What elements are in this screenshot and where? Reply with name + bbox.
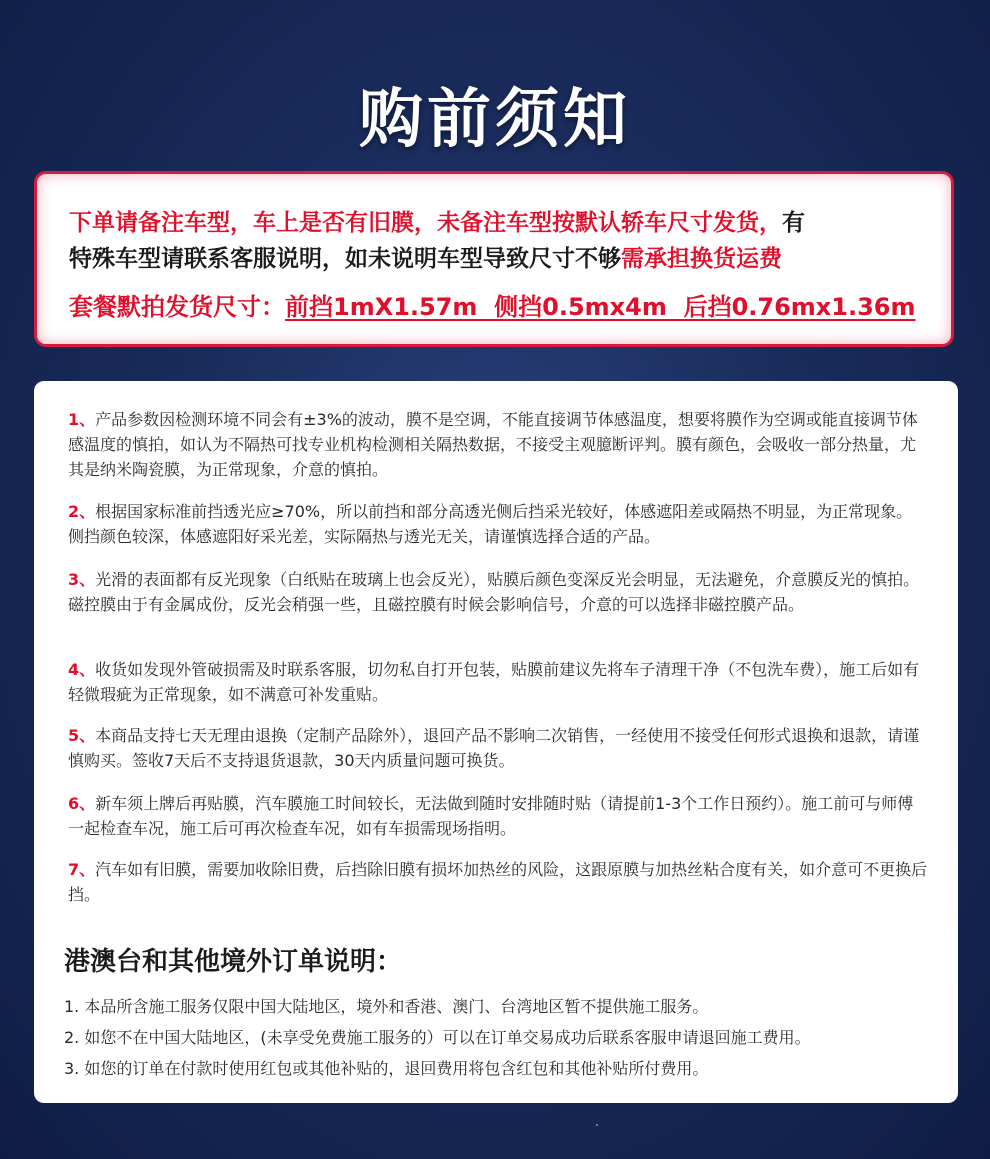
tip-number: 3、	[68, 570, 96, 589]
notice-line-2-dark: 特殊车型请联系客服说明，如未说明车型导致尺寸不够	[69, 246, 621, 272]
tip-number: 5、	[68, 726, 96, 745]
tip-text: 收货如发现外管破损需及时联系客服，切勿私自打开包装，贴膜前建议先将车子清理干净（不包洗车费），施工后如有轻微瑕疵为正常现象，如不满意可补发重贴。	[68, 660, 920, 704]
notice-line-3	[69, 287, 916, 322]
tip-item	[68, 791, 928, 841]
overseas-note: 1. 本品所含施工服务仅限中国大陆地区，境外和香港、澳门、台湾地区暂不提供施工服务。	[64, 997, 709, 1016]
tip-item	[68, 407, 928, 482]
notice-line-1-red: 下单请备注车型，车上是否有旧膜，未备注车型按默认轿车尺寸发货，	[69, 210, 782, 236]
tip-text: 根据国家标准前挡透光应≥70%，所以前挡和部分高透光侧后挡采光较好，体感遮阳差或隔热不明显，为正常现象。侧挡颜色较深，体感遮阳好采光差，实际隔热与透光无关，请谨慎选择合适的产品。	[68, 502, 913, 546]
package-size-value: 前挡1mX1.57m 侧挡0.5mx4m 后挡0.76mx1.36m	[285, 293, 916, 321]
tip-item	[68, 723, 928, 773]
notice-card	[34, 171, 954, 347]
notice-line-1	[69, 204, 805, 237]
overseas-note: 2. 如您不在中国大陆地区，(未享受免费施工服务的）可以在订单交易成功后联系客服申请退回施工费用。	[64, 1028, 811, 1047]
tip-number: 2、	[68, 502, 96, 521]
notice-line-2	[69, 240, 782, 273]
tip-text: 汽车如有旧膜，需要加收除旧费，后挡除旧膜有损坏加热丝的风险，这跟原膜与加热丝粘合度有关，如介意可不更换后挡。	[68, 860, 928, 904]
tip-item	[68, 499, 928, 549]
tip-item	[68, 857, 928, 907]
overseas-orders-heading: 港澳台和其他境外订单说明：	[64, 947, 403, 977]
tip-number: 6、	[68, 794, 96, 813]
package-size-label: 套餐默拍发货尺寸：	[69, 293, 285, 321]
notice-line-2-red: 需承担换货运费	[621, 246, 782, 272]
content-card	[34, 381, 958, 1103]
decorative-dot	[596, 1124, 598, 1126]
page-title: 购前须知	[359, 83, 631, 157]
overseas-note: 3. 如您的订单在付款时使用红包或其他补贴的，退回费用将包含红包和其他补贴所付费用。	[64, 1059, 709, 1078]
tip-text: 光滑的表面都有反光现象（白纸贴在玻璃上也会反光），贴膜后颜色变深反光会明显，无法避免，介意膜反光的慎拍。磁控膜由于有金属成份，反光会稍强一些，且磁控膜有时候会影响信号，介意的可以选择非磁控膜产品。	[68, 570, 920, 614]
tip-number: 4、	[68, 660, 96, 679]
tip-item	[68, 657, 928, 707]
tip-text: 新车须上牌后再贴膜，汽车膜施工时间较长，无法做到随时安排随时贴（请提前1-3个工作日预约）。施工前可与师傅一起检查车况，施工后可再次检查车况，如有车损需现场指明。	[68, 794, 914, 838]
tip-text: 本商品支持七天无理由退换（定制产品除外），退回产品不影响二次销售，一经使用不接受任何形式退换和退款，请谨慎购买。签收7天后不支持退货退款，30天内质量问题可换货。	[68, 726, 920, 770]
tip-item	[68, 567, 928, 617]
notice-line-1-dark: 有	[782, 210, 805, 236]
tip-number: 1、	[68, 410, 96, 429]
tip-number: 7、	[68, 860, 96, 879]
tip-text: 产品参数因检测环境不同会有±3%的波动，膜不是空调，不能直接调节体感温度，想要将膜作为空调或能直接调节体感温度的慎拍，如认为不隔热可找专业机构检测相关隔热数据，不接受主观臆断评判。膜有颜色，会吸收一部分热量，尤其是纳米陶瓷膜，为正常现象，介意的慎拍。	[68, 410, 918, 479]
